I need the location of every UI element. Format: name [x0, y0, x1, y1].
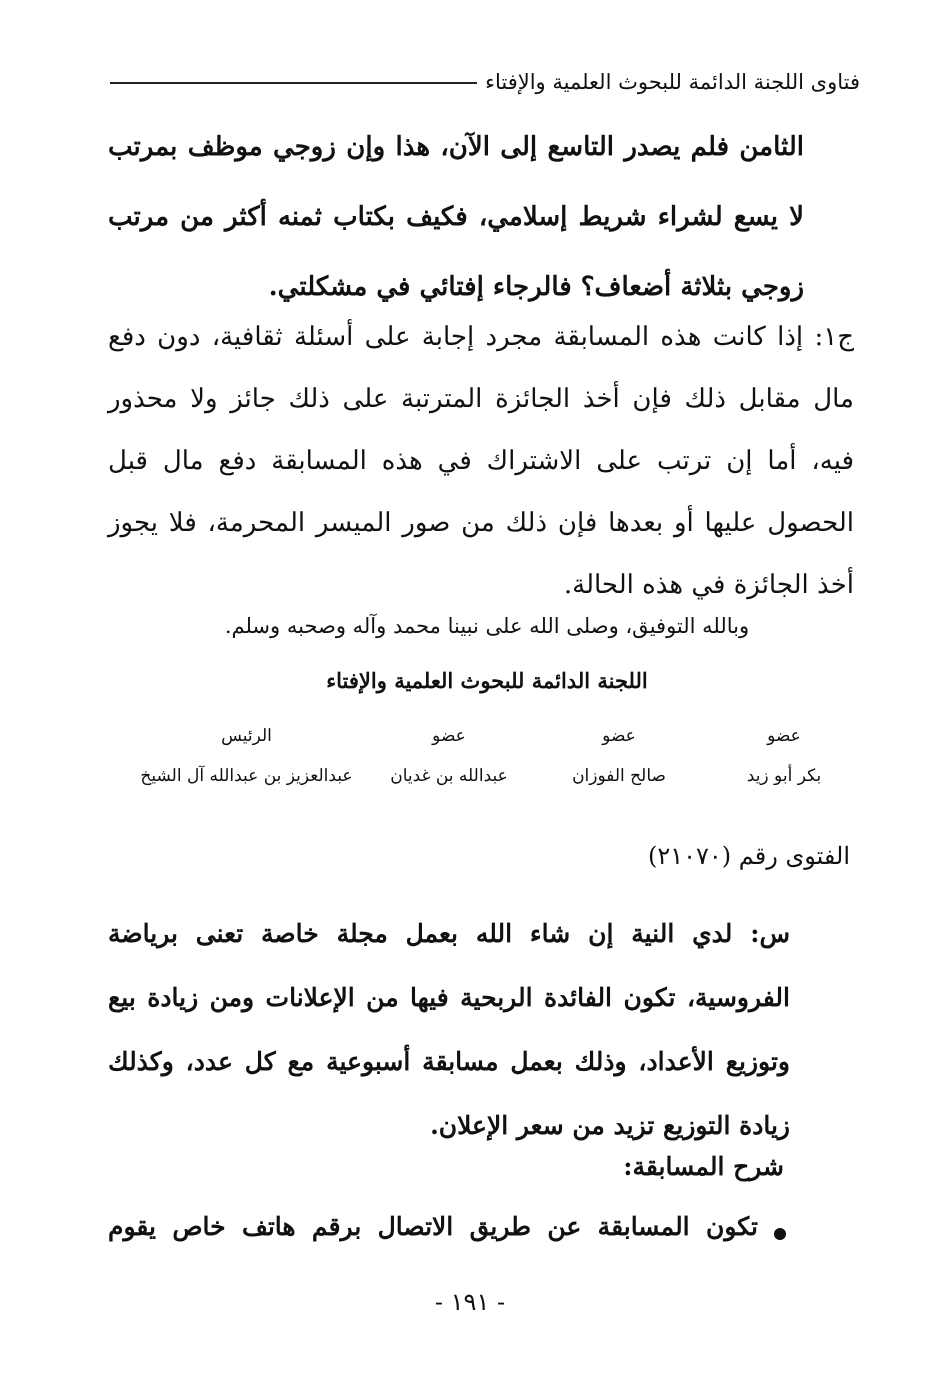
signature-member-3 — [369, 716, 529, 796]
header-rule — [110, 82, 477, 84]
signatures — [140, 716, 844, 796]
fatwa-number: الفتوى رقم (٢١٠٧٠) — [647, 842, 850, 870]
running-header — [110, 62, 860, 102]
signature-member-1 — [724, 716, 844, 796]
signature-role: عضو — [602, 726, 636, 746]
bullet-item: تكون المسابقة عن طريق الاتصال برقم هاتف خاص يقوم — [108, 1212, 758, 1241]
question-paragraph: س: لدي النية إن شاء الله بعمل مجلة خاصة تعنى برياضة الفروسية، تكون الفائدة الربحية فيها من الإعلانات ومن زيادة بيع وتوزيع الأعداد، وذلك بعمل مسابقة أسبوعية مع كل عدد، وكذلك زيادة التوزيع تزيد من سعر الإعلان. — [108, 919, 790, 1140]
question-continuation: الثامن فلم يصدر التاسع إلى الآن، هذا وإن زوجي موظف بمرتب لا يسع لشراء شريط إسلامي، فكيف بكتاب ثمنه أكثر من مرتب زوجي بثلاثة أضعاف؟ فالرجاء إفتائي في مشكلتي. — [108, 132, 804, 302]
answer-paragraph: ج١: إذا كانت هذه المسابقة مجرد إجابة على أسئلة ثقافية، دون دفع مال مقابل ذلك فإن أخذ الجائزة المترتبة على ذلك جائز ولا محذور فيه، أما إن ترتب على الاشتراك في هذه المسابقة دفع مال قبل الحصول عليها أو بعدها فإن ذلك من صور الميسر المحرمة، فلا يجوز أخذ الجائزة في هذه الحالة. — [108, 322, 854, 600]
signature-member-2 — [544, 716, 694, 796]
signature-name: بكر أبو زيد — [746, 766, 822, 786]
running-title: فتاوى اللجنة الدائمة للبحوث العلمية والإفتاء — [485, 70, 860, 94]
signature-role: عضو — [432, 726, 466, 746]
committee-title: اللجنة الدائمة للبحوث العلمية والإفتاء — [326, 668, 648, 693]
closing-line: وبالله التوفيق، وصلى الله على نبينا محمد وآله وصحبه وسلم. — [224, 614, 750, 638]
signature-name: عبدالله بن غديان — [390, 766, 508, 786]
signature-role: عضو — [767, 726, 801, 746]
signature-name: صالح الفوزان — [572, 766, 666, 786]
page-number: - ١٩١ - — [434, 1288, 506, 1316]
signature-president — [129, 716, 364, 796]
explanation-title: شرح المسابقة: — [623, 1152, 784, 1181]
signature-role: الرئيس — [221, 726, 272, 746]
bullet-icon — [774, 1228, 786, 1240]
signature-name: عبدالعزيز بن عبدالله آل الشيخ — [140, 766, 353, 786]
